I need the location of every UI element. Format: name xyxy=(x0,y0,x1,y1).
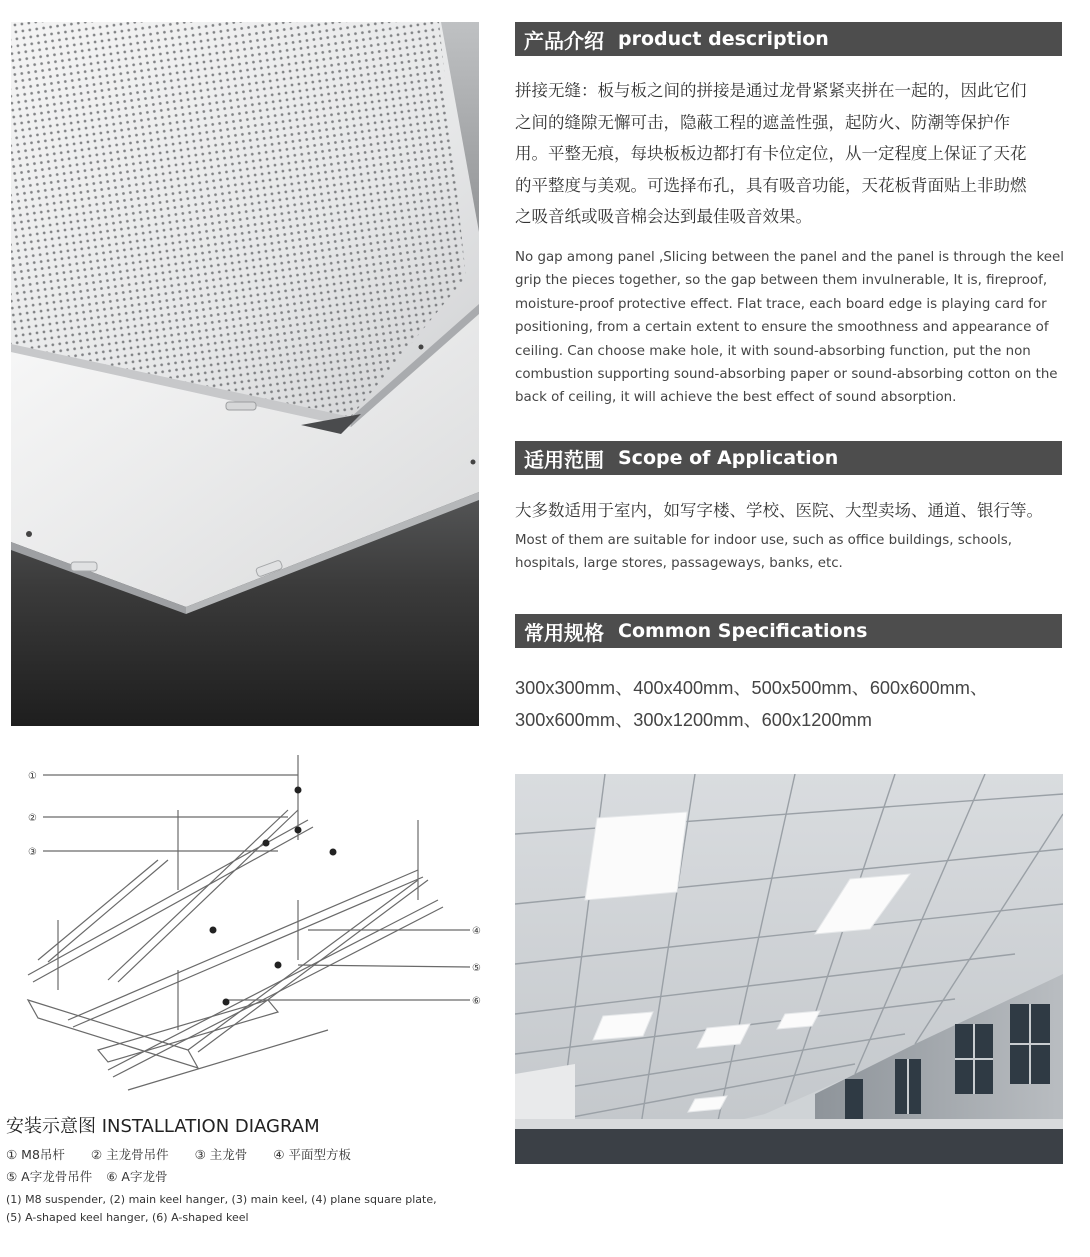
callout-2: ② xyxy=(28,813,37,824)
legend-row-2 xyxy=(6,1167,193,1185)
callout-1: ① xyxy=(28,771,37,782)
section-title-en: Common Specifications xyxy=(618,620,868,642)
diagram-title: 安装示意图 INSTALLATION DIAGRAM xyxy=(6,1116,320,1137)
legend-item: ③ 主龙骨 xyxy=(194,1147,248,1162)
text-line: 之间的缝隙无懈可击，隐蔽工程的遮盖性强，起防火、防潮等保护作 xyxy=(515,112,1010,132)
text-line: positioning, from a certain extent to ensure the smoothness and appearance of xyxy=(515,320,1049,336)
text-line: ceiling. Can choose make hole, it with sound-absorbing function, put the non xyxy=(515,343,1031,359)
legend-row-1 xyxy=(6,1145,377,1163)
section-title-en: Scope of Application xyxy=(618,447,839,469)
text-line: hospitals, large stores, passageways, banks, etc. xyxy=(515,556,843,572)
spec-line-1: 300x300mm、400x400mm、500x500mm、600x600mm、 xyxy=(515,678,989,698)
text-line: 之吸音纸或吸音棉会达到最佳吸音效果。 xyxy=(515,207,812,227)
text-line: grip the pieces together, so the gap between them invulnerable, It is, fireproof, xyxy=(515,273,1048,289)
keel-structure-drawing xyxy=(8,750,498,1110)
installation-diagram xyxy=(8,750,498,1110)
legend-item: ② 主龙骨吊件 xyxy=(90,1147,169,1162)
section-header-scope xyxy=(515,441,1062,475)
text-line: back of ceiling, it will achieve the best effect of sound absorption. xyxy=(515,390,957,406)
legend-en-line-2: (5) A-shaped keel hanger, (6) A-shaped keel xyxy=(6,1211,249,1224)
callout-6: ⑥ xyxy=(472,996,481,1007)
text-line: 用。平整无痕，每块板板边都打有卡位定位，从一定程度上保证了天花 xyxy=(515,144,1027,164)
scope-en xyxy=(515,529,1055,576)
product-description-en xyxy=(515,246,1067,410)
section-title-zh: 适用范围 xyxy=(524,447,604,472)
perforated-panel-image xyxy=(11,22,479,726)
product-photo xyxy=(11,22,479,726)
legend-item: ⑤ A字龙骨吊件 xyxy=(6,1169,93,1184)
callout-5: ⑤ xyxy=(472,963,481,974)
callout-3: ③ xyxy=(28,847,37,858)
text-line: 的平整度与美观。可选择布孔，具有吸音功能，天花板背面贴上非助燃 xyxy=(515,175,1027,195)
text-line: No gap among panel ,Slicing between the panel and the panel is through the keel xyxy=(515,250,1064,265)
text-line: 拼接无缝：板与板之间的拼接是通过龙骨紧紧夹拼在一起的，因此它们 xyxy=(515,81,1027,100)
legend-item: ① M8吊杆 xyxy=(6,1147,65,1162)
legend-item: ⑥ A字龙骨 xyxy=(106,1169,168,1184)
text-line: combustion supporting sound-absorbing paper or sound-absorbing cotton on the xyxy=(515,367,1058,383)
product-description-zh xyxy=(515,75,1070,233)
section-title-zh: 常用规格 xyxy=(524,620,604,645)
section-title-en: product description xyxy=(618,28,829,50)
legend-en-line-1: (1) M8 suspender, (2) main keel hanger, (3) main keel, (4) plane square plate, xyxy=(6,1193,437,1206)
section-header-specs xyxy=(515,614,1062,648)
section-header-product-description xyxy=(515,22,1062,56)
legend-item: ④ 平面型方板 xyxy=(273,1147,351,1162)
spec-line-2: 300x600mm、300x1200mm、600x1200mm xyxy=(515,710,872,730)
scope-zh: 大多数适用于室内，如写字楼、学校、医院、大型卖场、通道、银行等。 xyxy=(515,501,1043,520)
text-line: moisture-proof protective effect. Flat trace, each board edge is playing card for xyxy=(515,296,1047,312)
interior-ceiling-photo xyxy=(515,774,1063,1164)
section-title-zh: 产品介绍 xyxy=(524,28,604,53)
ceiling-installation-image xyxy=(515,774,1063,1164)
callout-4: ④ xyxy=(472,926,481,937)
text-line: Most of them are suitable for indoor use, such as office buildings, schools, xyxy=(515,533,1012,548)
